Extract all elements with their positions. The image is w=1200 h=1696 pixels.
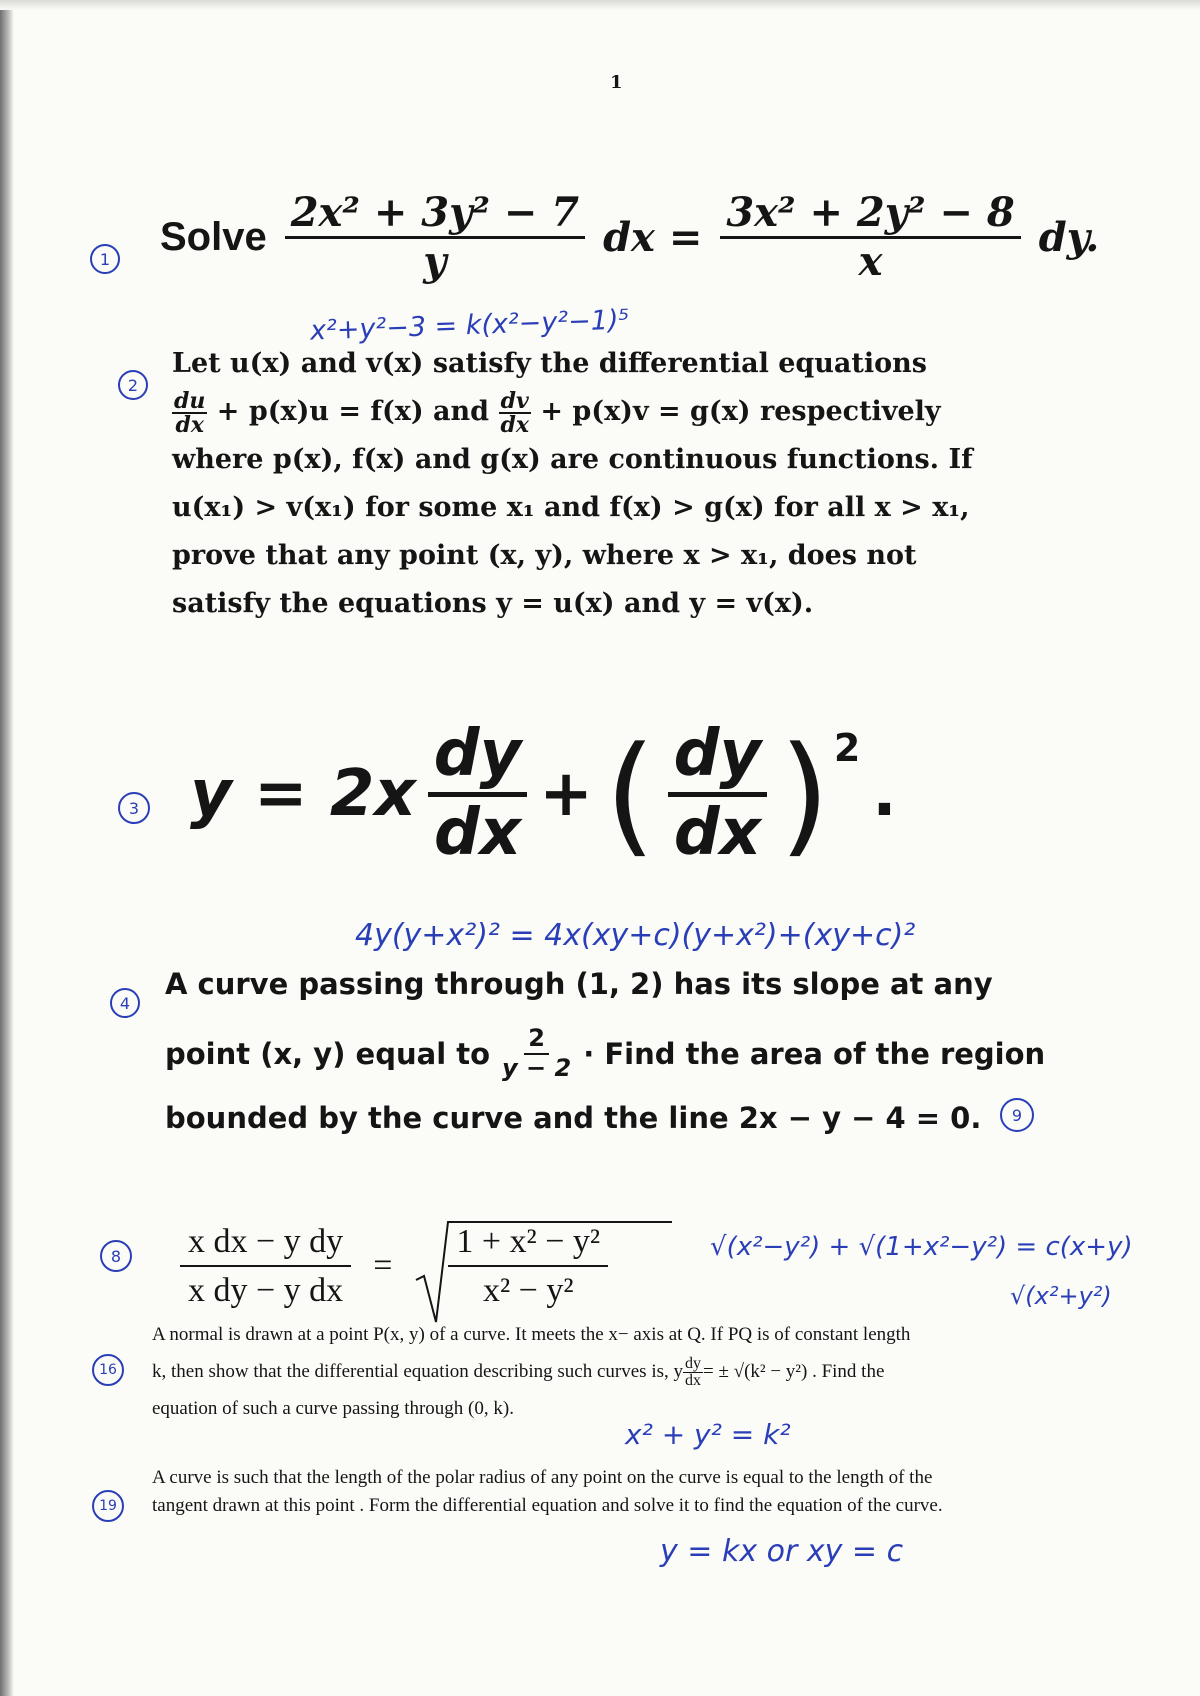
q3-lhs: y = 2x bbox=[190, 757, 416, 832]
solve-label: Solve bbox=[160, 215, 267, 259]
question-1-marker: 1 bbox=[90, 244, 120, 274]
page-binding-edge bbox=[0, 0, 14, 1696]
q2-line-6: satisfy the equations y = u(x) and y = v(x). bbox=[172, 588, 814, 620]
q2-du: du bbox=[174, 387, 206, 414]
q2-dv: dv bbox=[500, 387, 529, 414]
q5-lhs-numerator: x dx − y dy bbox=[180, 1218, 351, 1267]
q3-handwritten-answer: 4y(y+x²)² = 4x(xy+c)(y+x²)+(xy+c)² bbox=[355, 918, 916, 953]
question-4 bbox=[165, 967, 1046, 1148]
q6-handwritten-answer: x² + y² = k² bbox=[625, 1418, 791, 1451]
question-3 bbox=[190, 718, 897, 870]
q4-line-2-end: · Find the area of the region bbox=[583, 1036, 1046, 1071]
q2-equation-2-rest: + p(x)v = g(x) respectively bbox=[540, 396, 941, 428]
q6-dy-dx bbox=[683, 1356, 703, 1389]
q2-du-dx bbox=[172, 387, 207, 438]
q5-handwritten-answer-denominator: √(x²+y²) bbox=[1010, 1282, 1112, 1310]
q4-slope-denominator: y − 2 bbox=[502, 1054, 572, 1082]
q5-radicand-numerator: 1 + x² − y² bbox=[448, 1218, 608, 1267]
q4-line-3: bounded by the curve and the line 2x − y − 4 = 0. bbox=[165, 1101, 982, 1135]
q4-line-1: A curve passing through (1, 2) has its slope at any bbox=[165, 967, 993, 1001]
q3-left-paren: ( bbox=[604, 718, 656, 871]
q5-handwritten-answer: √(x²−y²) + √(1+x²−y²) = c(x+y) bbox=[710, 1232, 1133, 1262]
q1-lhs-differential: dx = bbox=[603, 214, 703, 261]
q4-slope-fraction bbox=[498, 1025, 575, 1082]
q4-line-2 bbox=[165, 1014, 1045, 1094]
q5-lhs-denominator: x dy − y dx bbox=[188, 1272, 344, 1310]
q6-dy: dy bbox=[685, 1354, 701, 1372]
question-7-marker: 19 bbox=[92, 1490, 124, 1522]
q2-dx-1: dx bbox=[175, 411, 204, 438]
q2-dv-dx bbox=[498, 387, 531, 438]
q6-line-2-start: k, then show that the differential equation describing such curves is, y bbox=[152, 1361, 683, 1383]
q3-paren-fraction bbox=[668, 718, 768, 870]
q3-paren-dx: dx bbox=[673, 795, 761, 870]
q3-plus: + bbox=[539, 757, 593, 832]
q1-lhs-numerator: 2x² + 3y² − 7 bbox=[285, 190, 585, 239]
q5-equals: = bbox=[373, 1247, 393, 1285]
q6-line-2-end: = ± √(k² − y²) . Find the bbox=[703, 1361, 885, 1383]
question-4-marker: 4 bbox=[110, 988, 140, 1018]
question-6 bbox=[152, 1320, 1052, 1425]
q1-rhs-differential: dy. bbox=[1038, 214, 1100, 261]
q3-paren-dy: dy bbox=[668, 718, 768, 797]
question-2-marker: 2 bbox=[118, 370, 148, 400]
q1-rhs-numerator: 3x² + 2y² − 8 bbox=[720, 190, 1020, 239]
q1-handwritten-answer: x²+y²−3 = k(x²−y²−1)⁵ bbox=[309, 304, 630, 347]
q3-right-paren: ) bbox=[779, 718, 830, 871]
question-2 bbox=[172, 340, 973, 628]
q1-rhs-fraction bbox=[720, 190, 1020, 285]
question-6-marker: 16 bbox=[92, 1354, 124, 1386]
q5-radical bbox=[414, 1218, 608, 1314]
q1-lhs-denominator: y bbox=[423, 238, 447, 285]
q2-dx-2: dx bbox=[500, 411, 529, 438]
question-7 bbox=[152, 1464, 1052, 1519]
q7-line-1: A curve is such that the length of the polar radius of any point on the curve is equal to the length of the bbox=[152, 1467, 933, 1488]
question-5-marker: 8 bbox=[100, 1240, 132, 1272]
q2-line-4: u(x₁) > v(x₁) for some x₁ and f(x) > g(x) for all x > x₁, bbox=[172, 492, 970, 524]
q5-radicand-denominator: x² − y² bbox=[482, 1272, 574, 1310]
q2-line-3: where p(x), f(x) and g(x) are continuous functions. If bbox=[172, 444, 973, 476]
q7-handwritten-answer: y = kx or xy = c bbox=[660, 1534, 904, 1569]
q2-line-2 bbox=[172, 388, 962, 436]
q4-slope-numerator: 2 bbox=[524, 1025, 549, 1055]
q5-lhs-fraction bbox=[180, 1218, 351, 1314]
q1-rhs-denominator: x bbox=[858, 238, 883, 285]
page-top-shadow bbox=[0, 0, 1200, 10]
q2-line-5: prove that any point (x, y), where x > x₁, does not bbox=[172, 540, 917, 572]
q1-lhs-fraction bbox=[285, 190, 585, 285]
q4-line-2-start: point (x, y) equal to bbox=[165, 1036, 491, 1071]
q4-side-note: 9 bbox=[1000, 1098, 1034, 1132]
question-1 bbox=[160, 190, 1099, 285]
q6-line-2 bbox=[152, 1350, 1052, 1394]
q2-equation-1-rest: + p(x)u = f(x) and bbox=[216, 396, 490, 428]
q6-line-1: A normal is drawn at a point P(x, y) of a curve. It meets the x− axis at Q. If PQ is of constant length bbox=[152, 1324, 911, 1345]
q7-line-2: tangent drawn at this point . Form the differential equation and solve it to find the equation of the curve. bbox=[152, 1494, 943, 1516]
q3-exponent: 2 bbox=[833, 726, 861, 770]
q2-line-1: Let u(x) and v(x) satisfy the differential equations bbox=[172, 348, 927, 379]
q3-dy-dx-fraction bbox=[428, 718, 528, 870]
page-number: 1 bbox=[610, 72, 623, 93]
question-5 bbox=[180, 1218, 608, 1314]
q6-line-3: equation of such a curve passing through (0, k). bbox=[152, 1398, 514, 1420]
question-3-marker: 3 bbox=[118, 792, 150, 824]
q3-dy: dy bbox=[428, 718, 528, 797]
q3-dx: dx bbox=[433, 795, 522, 870]
radical-sign-icon bbox=[414, 1218, 674, 1328]
q6-dx: dx bbox=[685, 1371, 701, 1389]
q3-period: . bbox=[872, 757, 897, 832]
